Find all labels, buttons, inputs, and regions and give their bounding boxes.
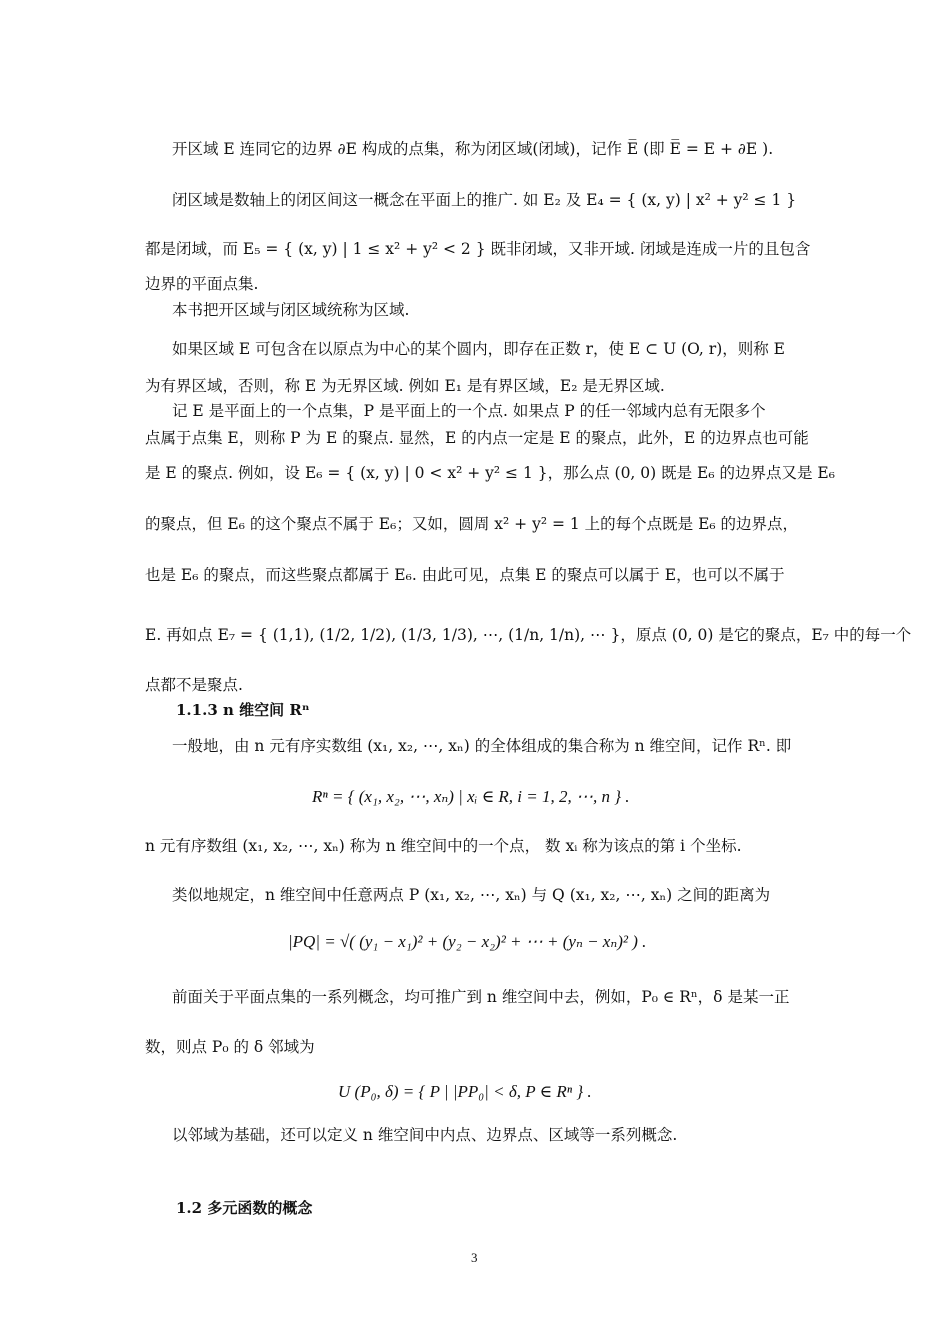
paragraph-line: 开区域 E 连同它的边界 ∂E 构成的点集，称为闭区域(闭域)，记作 E̅ (即 E̅ = E + ∂E ).	[172, 140, 774, 158]
paragraph-line: 也是 E₆ 的聚点，而这些聚点都属于 E₆. 由此可见，点集 E 的聚点可以属于 E，也可以不属于	[145, 566, 785, 584]
paragraph-line: 的聚点，但 E₆ 的这个聚点不属于 E₆；又如，圆周 x² + y² = 1 上的每个点既是 E₆ 的边界点，	[145, 515, 799, 533]
paragraph-line: 闭区域是数轴上的闭区间这一概念在平面上的推广. 如 E₂ 及 E₄ = { (x, y) | x² + y² ≤ 1 }	[172, 191, 797, 209]
paragraph-line: 数，则点 P₀ 的 δ 邻域为	[145, 1038, 315, 1056]
paragraph-line: 一般地，由 n 元有序实数组 (x₁, x₂, ⋯, xₙ) 的全体组成的集合称为 n 维空间，记作 Rⁿ. 即	[172, 737, 792, 755]
equation-distance: |PQ| = √( (y₁ − x₁)² + (y₂ − x₂)² + ⋯ + (yₙ − xₙ)² ) .	[288, 932, 647, 951]
page-number: 3	[471, 1250, 478, 1265]
paragraph-line: 点都不是聚点.	[145, 676, 243, 694]
equation-neighborhood: U (P₀, δ) = { P | |PP₀| < δ, P ∈ Rⁿ } .	[338, 1082, 592, 1101]
paragraph-line: 点属于点集 E，则称 P 为 E 的聚点. 显然，E 的内点一定是 E 的聚点，此外，E 的边界点也可能	[145, 429, 809, 447]
paragraph-line: 为有界区域，否则，称 E 为无界区域. 例如 E₁ 是有界区域，E₂ 是无界区域.	[145, 377, 665, 395]
paragraph-line: 类似地规定，n 维空间中任意两点 P (x₁, x₂, ⋯, xₙ) 与 Q (x₁, x₂, ⋯, xₙ) 之间的距离为	[172, 886, 771, 904]
section-heading: 1.1.3 n 维空间 Rⁿ	[176, 701, 310, 719]
paragraph-line: 如果区域 E 可包含在以原点为中心的某个圆内，即存在正数 r，使 E ⊂ U (O, r)，则称 E	[172, 340, 785, 358]
paragraph-line: 前面关于平面点集的一系列概念，均可推广到 n 维空间中去，例如，P₀ ∈ Rⁿ，δ 是某一正	[172, 988, 790, 1006]
paragraph-line: n 元有序数组 (x₁, x₂, ⋯, xₙ) 称为 n 维空间中的一个点， 数 xᵢ 称为该点的第 i 个坐标.	[145, 837, 742, 855]
paragraph-line: 记 E 是平面上的一个点集，P 是平面上的一个点. 如果点 P 的任一邻域内总有无限多个	[172, 402, 766, 420]
paragraph-line: 是 E 的聚点. 例如，设 E₆ = { (x, y) | 0 < x² + y² ≤ 1 }，那么点 (0, 0) 既是 E₆ 的边界点又是 E₆	[145, 464, 835, 482]
paragraph-line: 本书把开区域与闭区域统称为区域.	[172, 301, 410, 319]
paragraph-line: 边界的平面点集.	[145, 275, 259, 293]
section-heading: 1.2 多元函数的概念	[176, 1199, 313, 1217]
equation-rn-definition: Rⁿ = { (x₁, x₂, ⋯, xₙ) | xᵢ ∈ R, i = 1, 2, ⋯, n } .	[312, 787, 630, 806]
paragraph-line: E. 再如点 E₇ = { (1,1), (1/2, 1/2), (1/3, 1/3), ⋯, (1/n, 1/n), ⋯ }，原点 (0, 0) 是它的聚点，E₇ 中的每一个	[145, 626, 912, 644]
paragraph-line: 以邻域为基础，还可以定义 n 维空间中内点、边界点、区域等一系列概念.	[172, 1126, 678, 1144]
paragraph-line: 都是闭域，而 E₅ = { (x, y) | 1 ≤ x² + y² < 2 } 既非闭域，又非开域. 闭域是连成一片的且包含	[145, 240, 811, 258]
